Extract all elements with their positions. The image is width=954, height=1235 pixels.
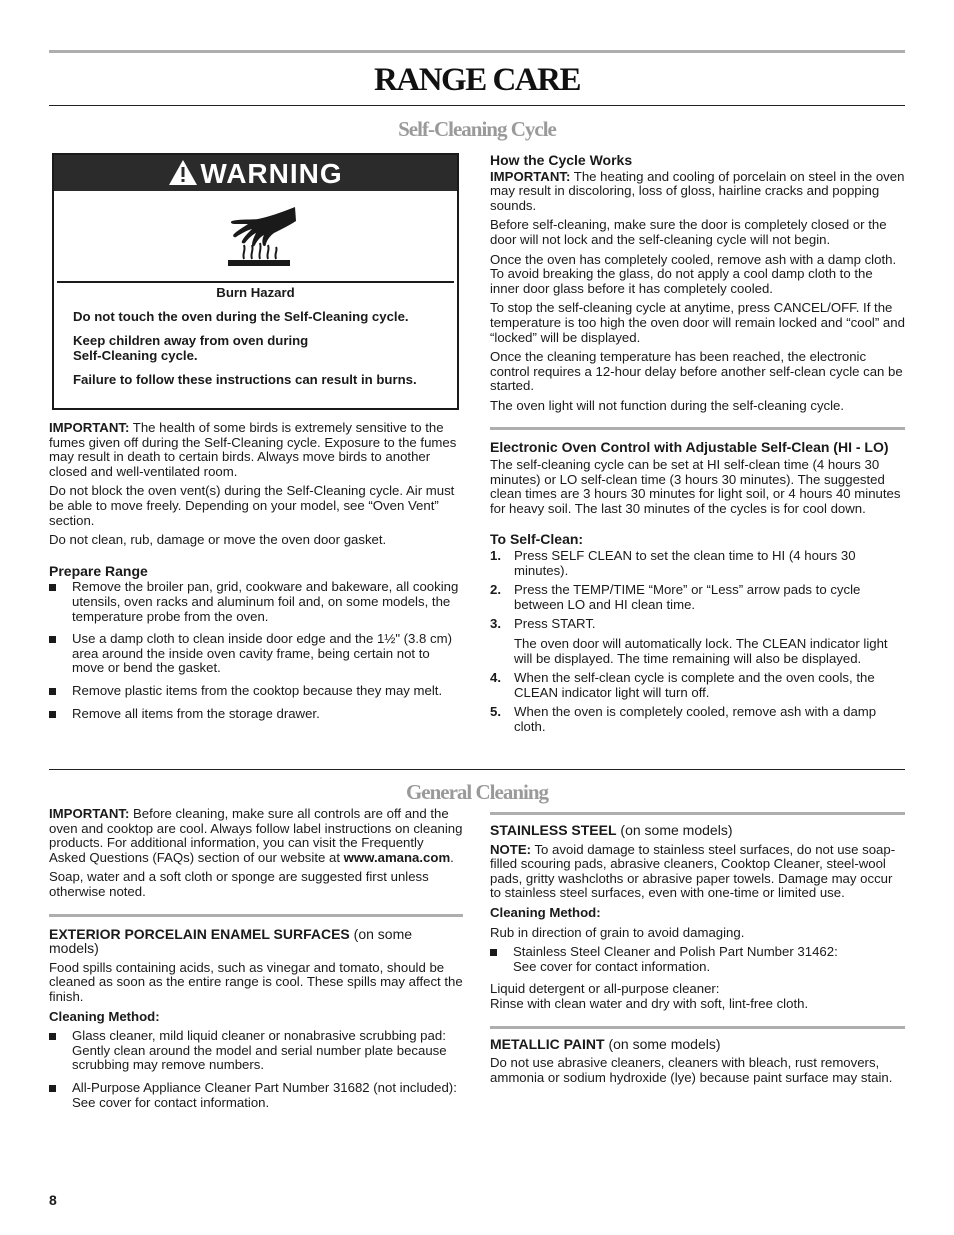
exterior-paragraph: Food spills containing acids, such as vinegar and tomato, should be cleaned as soon as the entire range is cool. These spills may affect the finish. bbox=[49, 959, 463, 1004]
hand-burn-hazard-icon bbox=[220, 203, 300, 273]
self-clean-steps bbox=[490, 549, 905, 735]
how-paragraph: Before self-cleaning, make sure the door is completely closed or the door will not lock and the self-cleaning cycle will not begin. bbox=[490, 217, 887, 247]
exterior-porcelain-heading: EXTERIOR PORCELAIN ENAMEL SURFACES (on some models) bbox=[49, 925, 413, 957]
warning-box bbox=[52, 153, 459, 410]
bullet-square-icon bbox=[49, 1085, 56, 1092]
how-cycle-works-heading: How the Cycle Works bbox=[490, 152, 633, 168]
section-divider bbox=[49, 769, 905, 770]
bullet-square-icon bbox=[49, 584, 56, 591]
self-clean-left-column bbox=[49, 421, 462, 729]
warning-label: WARNING bbox=[200, 158, 343, 189]
to-self-clean-heading: To Self-Clean: bbox=[490, 531, 584, 548]
vent-paragraph: Do not block the oven vent(s) during the Self-Cleaning cycle. Air must be able to move freely. Depending on your model, see “Oven Vent” section. bbox=[49, 483, 455, 528]
list-item: Remove all items from the storage drawer. bbox=[49, 707, 462, 722]
general-important: IMPORTANT: Before cleaning, make sure all controls are off and the oven and cooktop are cool. Always follow label instructions on cleaning products. For additional information, you can visit the Frequently Asked Questions (FAQs) section of our website at www.amana.com. bbox=[49, 806, 463, 865]
section-heading-self-cleaning: Self-Cleaning Cycle bbox=[398, 117, 556, 141]
step-item: 5. When the oven is completely cooled, remove ash with a damp cloth. bbox=[490, 704, 877, 734]
step-item: 3. Press START. The oven door will automatically lock. The CLEAN indicator light will be displayed. The time remaining will also be displayed. bbox=[490, 617, 905, 666]
how-paragraph: Once the oven has completely cooled, remove ash with a damp cloth. To avoid breaking the glass, do not apply a cool damp cloth to the inner door glass before it has completely cooled. bbox=[490, 251, 897, 296]
cleaning-method-label: Cleaning Method: bbox=[490, 904, 601, 920]
step-extra: The oven door will automatically lock. The CLEAN indicator light will be displayed. The time remaining will also be displayed. bbox=[514, 636, 888, 666]
stainless-note: NOTE: To avoid damage to stainless steel surfaces, do not use soap-filled scouring pads, abrasive cleaners, Cooktop Cleaner, steel-wool pads, gritty washcloths or abrasive paper towels. Damage may occur to stainless steel surfaces, even with one-time or limited use. bbox=[490, 841, 896, 901]
self-clean-right-column bbox=[490, 153, 905, 740]
subsection-divider bbox=[49, 914, 463, 917]
list-item: Remove the broiler pan, grid, cookware and bakeware, all cooking utensils, oven racks and aluminum foil and, on some models, the temperature probe from the oven. bbox=[49, 580, 462, 624]
how-paragraph: To stop the self-cleaning cycle at anytime, press CANCEL/OFF. If the temperature is too high the oven door will remain locked and “cool” and “locked” will be displayed. bbox=[490, 300, 905, 345]
list-item: Glass cleaner, mild liquid cleaner or nonabrasive scrubbing pad: Gently clean around the model and serial number plate because scrubbing may remove numbers. bbox=[49, 1029, 463, 1073]
how-paragraph: Once the cleaning temperature has been reached, the electronic control requires a 12-hour delay before another self-clean cycle can be started. bbox=[490, 349, 903, 394]
step-item: 2. Press the TEMP/TIME “More” or “Less” arrow pads to cycle between LO and HI clean time. bbox=[490, 582, 861, 612]
cleaning-method-label: Cleaning Method: bbox=[49, 1008, 160, 1024]
bullet-square-icon bbox=[49, 1033, 56, 1040]
bullet-square-icon bbox=[49, 711, 56, 718]
list-item: Stainless Steel Cleaner and Polish Part Number 31462: See cover for contact information. bbox=[490, 945, 905, 974]
list-item: All-Purpose Appliance Cleaner Part Number 31682 (not included): See cover for contact information. bbox=[49, 1081, 463, 1110]
page-number: 8 bbox=[49, 1192, 57, 1208]
hazard-title: Burn Hazard bbox=[216, 285, 295, 300]
subsection-divider bbox=[490, 1026, 905, 1029]
bullet-square-icon bbox=[49, 688, 56, 695]
exterior-method-list bbox=[49, 1029, 463, 1110]
list-item: Use a damp cloth to clean inside door edge and the 1½" (3.8 cm) area around the inside oven cavity frame, being certain not to move or bend the gasket. bbox=[49, 632, 462, 676]
eoc-paragraph: The self-cleaning cycle can be set at HI self-clean time (4 hours 30 minutes) or LO self-clean time (3 hours 30 minutes). The suggested clean times are 3 hours 30 minutes for light soil, or 4 hours 40 minutes for heavy soil. The last 30 minutes of the cycles is for cool down. bbox=[490, 457, 901, 516]
metallic-paint-heading: METALLIC PAINT (on some models) bbox=[490, 1035, 721, 1052]
title-divider bbox=[49, 105, 905, 106]
prepare-range-heading: Prepare Range bbox=[49, 562, 148, 579]
website-link[interactable]: www.amana.com bbox=[343, 849, 451, 865]
warning-line: Failure to follow these instructions can result in burns. bbox=[73, 372, 417, 387]
gasket-paragraph: Do not clean, rub, damage or move the oven door gasket. bbox=[49, 532, 387, 548]
step-item: 1. Press SELF CLEAN to set the clean time to HI (4 hours 30 minutes). bbox=[490, 548, 856, 578]
top-divider bbox=[49, 50, 905, 53]
birds-important: IMPORTANT: The health of some birds is extremely sensitive to the fumes given off during the Self-Cleaning cycle. Exposure to the fumes may result in death to certain birds. Always move birds to another closed and well-ventilated room. bbox=[49, 420, 457, 479]
method-text: Rub in direction of grain to avoid damaging. bbox=[490, 924, 745, 940]
prepare-range-list bbox=[49, 580, 462, 721]
warning-line: Keep children away from oven during Self-Cleaning cycle. bbox=[73, 333, 309, 363]
hazard-icon-box bbox=[57, 193, 454, 283]
liquid-detergent-paragraph: Liquid detergent or all-purpose cleaner: Rinse with clean water and dry with soft, lint-free cloth. bbox=[490, 981, 809, 1011]
step-item: 4. When the self-clean cycle is complete and the oven cools, the CLEAN indicator light will turn off. bbox=[490, 670, 875, 700]
general-left-column bbox=[49, 807, 463, 1118]
section-heading-general-cleaning: General Cleaning bbox=[405, 780, 549, 804]
warning-triangle-icon bbox=[168, 159, 198, 186]
how-important: IMPORTANT: The heating and cooling of porcelain on steel in the oven may result in discoloring, loss of gloss, hairline cracks and popping sounds. bbox=[490, 168, 905, 213]
warning-text bbox=[57, 285, 454, 396]
stainless-steel-heading: STAINLESS STEEL (on some models) bbox=[490, 822, 733, 838]
bullet-square-icon bbox=[490, 949, 497, 956]
metallic-paint-paragraph: Do not use abrasive cleaners, cleaners with bleach, rust removers, ammonia or sodium hydroxide (lye) because paint surface may stain. bbox=[490, 1055, 893, 1085]
general-right-column bbox=[490, 812, 905, 1090]
warning-header bbox=[54, 155, 457, 191]
subsection-divider bbox=[490, 812, 905, 815]
soap-paragraph: Soap, water and a soft cloth or sponge are suggested first unless otherwise noted. bbox=[49, 869, 429, 899]
eoc-heading: Electronic Oven Control with Adjustable Self-Clean (HI - LO) bbox=[490, 438, 889, 455]
warning-line: Do not touch the oven during the Self-Cleaning cycle. bbox=[73, 309, 409, 324]
page-title: RANGE CARE bbox=[374, 62, 580, 98]
bullet-square-icon bbox=[49, 636, 56, 643]
stainless-method-list bbox=[490, 945, 905, 974]
how-paragraph: The oven light will not function during the self-cleaning cycle. bbox=[490, 397, 845, 413]
subsection-divider bbox=[490, 427, 905, 430]
list-item: Remove plastic items from the cooktop because they may melt. bbox=[49, 684, 462, 699]
